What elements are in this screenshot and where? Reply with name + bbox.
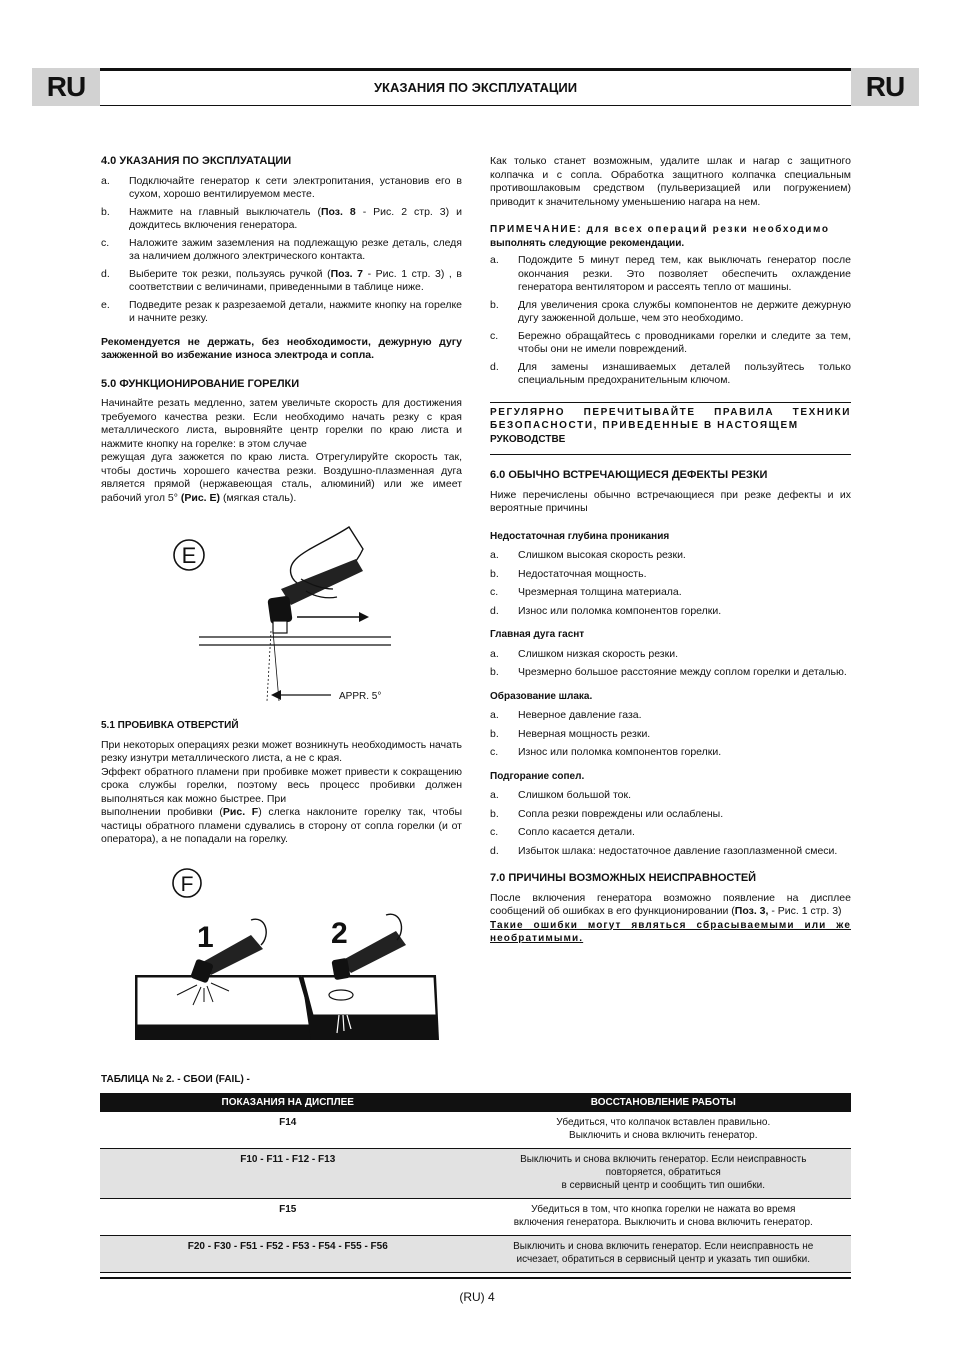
section-5-1-paragraph-1: При некоторых операциях резки может возникнуть необходимость начать резку изнутри металлического листа, а не с края.	[101, 738, 462, 764]
list-item	[101, 299, 462, 326]
list-item: c. Сопло касается детали.	[490, 826, 635, 838]
list-marker: a.	[101, 174, 110, 187]
footer-divider	[100, 1277, 851, 1279]
right-column	[490, 155, 851, 946]
list-item	[101, 206, 462, 233]
section-7-warning: Такие ошибки могут являться сбрасываемыми или же необратимыми.	[490, 919, 851, 944]
table-row	[100, 1236, 851, 1273]
list-item: a. Слишком большой ток.	[490, 789, 631, 801]
figure-e-torch-angle	[101, 519, 462, 709]
defect-group-title: Недостаточная глубина проникания	[490, 530, 670, 542]
recovery-cell: Убедиться в том, что кнопка горелки не нажата во время включения генератора. Выключить и снова включить генератор.	[476, 1199, 852, 1236]
note-list	[490, 254, 851, 388]
section-5-1-title: 5.1 ПРОБИВКА ОТВЕРСТИЙ	[101, 720, 239, 731]
section-6-intro: Ниже перечислены обычно встречающиеся при резке дефекты и их вероятные причины	[490, 488, 851, 514]
list-item: d. Для замены изнашиваемых деталей пользуйтесь только специальным предохранительным ключом.	[490, 360, 851, 386]
divider	[490, 402, 851, 403]
list-marker: c.	[101, 236, 110, 249]
table-row	[100, 1112, 851, 1149]
section-5-1-paragraph-3: выполнении пробивки (Рис. F) слегка наклоните горелку так, чтобы частицы обратного пламени сдувались в сторону от сопла горелки (и от оператора), а не попадали на горелку.	[101, 806, 462, 845]
section-6-title: 6.0 ОБЫЧНО ВСТРЕЧАЮЩИЕСЯ ДЕФЕКТЫ РЕЗКИ	[490, 469, 768, 481]
left-column	[101, 155, 462, 1055]
list-marker: e.	[101, 298, 110, 311]
section-5-1-paragraph-2: Эффект обратного пламени при пробивке может привести к сокращению срока службы горелки, поэтому весь процесс пробивки должен выполняться как можно быстрее. При	[101, 765, 462, 805]
list-text: Подведите резак к разрезаемой детали, нажмите кнопку на горелке и начните резку.	[129, 298, 462, 324]
list-item: a. Неверное давление газа.	[490, 709, 642, 721]
error-code-cell: F20 - F30 - F51 - F52 - F53 - F54 - F55 - F56	[100, 1236, 476, 1273]
recovery-cell: Выключить и снова включить генератор. Если неисправность повторяется, обратиться в сервисный центр и сообщить тип ошибки.	[476, 1149, 852, 1199]
section-4-note: Рекомендуется не держать, без необходимости, дежурную дугу зажженной во избежание износа электрода и сопла.	[101, 335, 462, 361]
section-5-paragraph-2: режущая дуга зажжется по краю листа. Отрегулируйте скорость так, чтобы достичь хорошего качества резки. Воздушно-плазменная дуга является прямой (нержавеющая сталь, алюминий) или же имеет рабочий угол 5° (Рис. E) (мягкая сталь).	[101, 451, 462, 504]
list-text: Выберите ток резки, пользуясь ручкой (Поз. 7 - Рис. 1 стр. 3) , в соответствии с величинами, приведенными в таблице ниже.	[129, 267, 463, 293]
figure-f-step-2: 2	[331, 916, 348, 950]
list-item	[101, 175, 462, 202]
error-code-cell: F15	[100, 1199, 476, 1236]
note-heading: ПРИМЕЧАНИЕ: для всех операций резки необходимо	[490, 224, 830, 235]
section-4-list	[101, 175, 462, 326]
defect-group-list	[490, 648, 851, 680]
section-7-paragraph: После включения генератора возможно появление на дисплее сообщений об ошибках в его функционировании (Поз. 3, - Рис. 1 стр. 3)	[490, 891, 851, 917]
error-code-cell: F10 - F11 - F12 - F13	[100, 1149, 476, 1199]
list-item: c. Бережно обращайтесь с проводниками горелки и следите за тем, чтобы они не имели повреждений.	[490, 329, 851, 355]
list-item	[101, 268, 462, 295]
figure-f-letter: F	[180, 872, 194, 896]
piercing-illustration	[101, 865, 462, 1045]
list-item: b. Для увеличения срока службы компонентов не держите дежурную дугу зажженной дольше, чем это необходимо.	[490, 298, 851, 324]
defect-group-title: Образование шлака.	[490, 690, 593, 702]
figure-e-letter: E	[181, 543, 197, 568]
error-codes-table	[100, 1093, 851, 1273]
list-item: d. Износ или поломка компонентов горелки.	[490, 604, 722, 617]
page-number: (RU) 4	[459, 1290, 495, 1304]
column-header-recovery: ВОССТАНОВЛЕНИЕ РАБОТЫ	[476, 1093, 852, 1112]
recovery-cell: Убедиться, что колпачок вставлен правильно. Выключить и снова включить генератор.	[476, 1112, 852, 1149]
table-title: ТАБЛИЦА № 2. - СБОИ (FAIL) -	[101, 1074, 250, 1085]
list-marker: d.	[101, 267, 110, 280]
note-heading-2: выполнять следующие рекомендации.	[490, 237, 685, 249]
figure-f-step-1: 1	[197, 920, 214, 954]
figure-f-piercing	[101, 865, 462, 1045]
list-item: b. Чрезмерно большое расстояние между соплом горелки и деталью.	[490, 666, 847, 678]
defect-group-list	[490, 549, 851, 618]
column-header-display: ПОКАЗАНИЯ НА ДИСПЛЕЕ	[100, 1093, 476, 1112]
list-marker: b.	[101, 205, 110, 218]
table-row	[100, 1149, 851, 1199]
defect-group-list	[490, 709, 851, 760]
list-item: a. Слишком низкая скорость резки.	[490, 647, 678, 660]
defect-group-title: Главная дуга гаснт	[490, 629, 585, 640]
list-item: a. Слишком высокая скорость резки.	[490, 549, 686, 561]
defect-group-title: Подгорание сопел.	[490, 770, 585, 782]
list-item: b. Недостаточная мощность.	[490, 567, 647, 580]
list-item: a. Подождите 5 минут перед тем, как выключать генератор после окончания резки. Это позволяет обеспечить охлаждение генератора вентилятором и рассеять тепло от машины.	[490, 254, 851, 293]
list-item: b. Сопла резки повреждены или ослаблены.	[490, 807, 724, 820]
torch-angle-illustration	[101, 519, 462, 709]
safety-warning-2: РУКОВОДСТВЕ	[490, 433, 566, 445]
list-item	[101, 237, 462, 264]
list-item: c. Чрезмерная толщина материала.	[490, 586, 682, 598]
error-code-cell: F14	[100, 1112, 476, 1149]
section-7-title: 7.0 ПРИЧИНЫ ВОЗМОЖНЫХ НЕИСПРАВНОСТЕЙ	[490, 872, 757, 884]
language-tab-right: RU	[851, 68, 919, 106]
section-5-title: 5.0 ФУНКЦИОНИРОВАНИЕ ГОРЕЛКИ	[101, 377, 300, 390]
slag-paragraph: Как только станет возможным, удалите шлак и нагар с защитного колпачка и с сопла. Обработка защитного колпачка специальным противошлаковым средством (пульверизацией или погружением) приводит к значительному уменьшению нагара на нем.	[490, 155, 851, 208]
list-text: Наложите зажим заземления на подлежащую резке деталь, следя за наличием должного электрического контакта.	[129, 236, 462, 262]
recovery-cell: Выключить и снова включить генератор. Если неисправность не исчезает, обратиться в сервисный центр и указать тип ошибки.	[476, 1236, 852, 1273]
safety-warning: РЕГУЛЯРНО ПЕРЕЧИТЫВАЙТЕ ПРАВИЛА ТЕХНИКИ БЕЗОПАСНОСТИ, ПРИВЕДЕННЫЕ В НАСТОЯЩЕМ	[490, 406, 851, 431]
table-row	[100, 1199, 851, 1236]
defect-group-list	[490, 789, 851, 858]
section-4-title: 4.0 УКАЗАНИЯ ПО ЭКСПЛУАТАЦИИ	[101, 155, 292, 167]
language-tab-left: RU	[32, 68, 100, 106]
list-text: Подключайте генератор к сети электропитания, установив его в сухом, хорошо вентилируемом месте.	[129, 174, 462, 200]
page-header-title: УКАЗАНИЯ ПО ЭКСПЛУАТАЦИИ	[100, 68, 851, 106]
list-item: c. Износ или поломка компонентов горелки.	[490, 746, 722, 758]
list-text: Нажмите на главный выключатель (Поз. 8 - Рис. 2 стр. 3) и дождитесь включения генератора.	[129, 205, 462, 231]
section-5-paragraph-1: Начинайте резать медленно, затем увеличьте скорость для достижения требуемого качества резки. Если необходимо начать резку с края металлического листа, выровняйте центр горелки по краю листа и нажмите кнопку на горелке: в этом случае	[101, 397, 462, 450]
list-item: b. Неверная мощность резки.	[490, 727, 651, 740]
table-header-row	[100, 1093, 851, 1112]
divider	[490, 454, 851, 455]
list-item: d. Избыток шлака: недостаточное давление газоплазменной смеси.	[490, 844, 838, 857]
figure-e-angle-label: APPR. 5°	[339, 691, 382, 702]
